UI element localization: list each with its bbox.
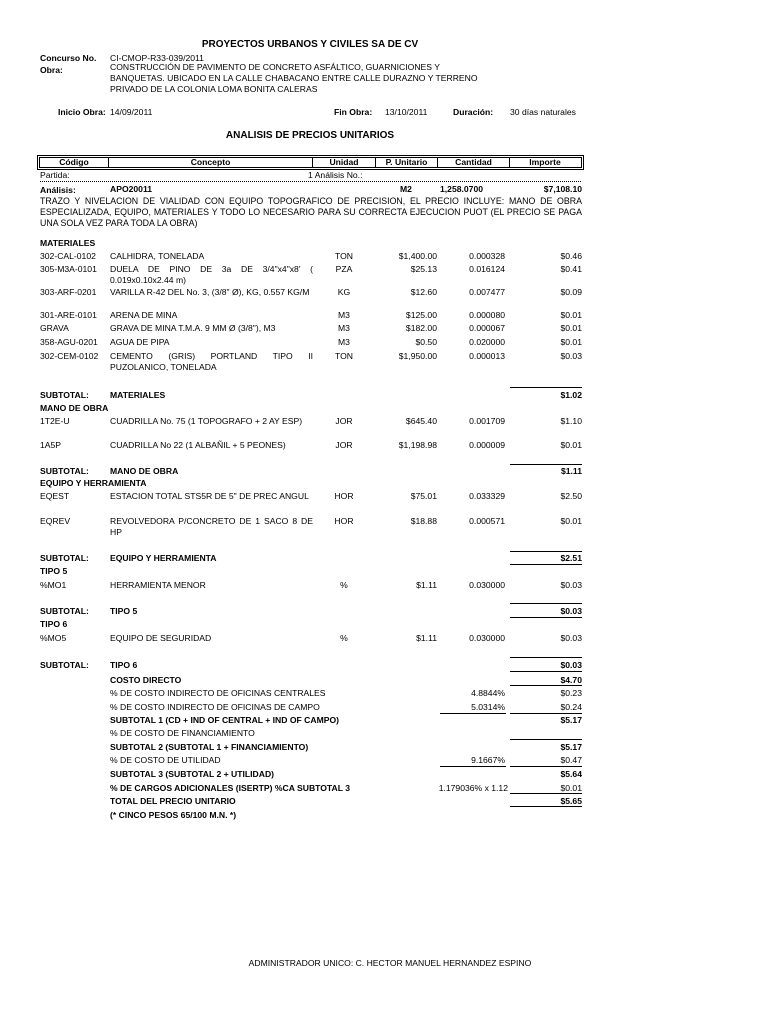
subtotal-name: TIPO 6 bbox=[110, 660, 138, 670]
subtotal-tipo5: $0.03 bbox=[560, 606, 582, 616]
document-title: ANALISIS DE PRECIOS UNITARIOS bbox=[225, 130, 395, 141]
start-label: Inicio Obra: bbox=[58, 107, 106, 117]
subtotal-equipo: $2.51 bbox=[560, 553, 582, 563]
subtotal-materiales: $1.02 bbox=[560, 390, 582, 400]
start-value: 14/09/2011 bbox=[110, 107, 153, 117]
col-header-concept: Concepto bbox=[190, 157, 231, 167]
contest-label: Concurso No. bbox=[40, 53, 97, 63]
subtotal-name: MANO DE OBRA bbox=[110, 466, 179, 476]
section-materiales: MATERIALES bbox=[40, 238, 96, 248]
total-amount: $5.65 bbox=[560, 796, 582, 806]
footer-signature: ADMINISTRADOR UNICO: C. HECTOR MANUEL HERNANDEZ ESPINO bbox=[248, 958, 532, 968]
section-tipo6: TIPO 6 bbox=[40, 619, 68, 629]
section-mano-obra: MANO DE OBRA bbox=[40, 403, 109, 413]
end-label: Fin Obra: bbox=[334, 107, 373, 117]
company-name: PROYECTOS URBANOS Y CIVILES SA DE CV bbox=[201, 39, 419, 50]
analysis-code: APO20011 bbox=[110, 184, 153, 194]
work-value: CONSTRUCCIÓN DE PAVIMENTO DE CONCRETO ASFÁLTICO, GUARNICIONES Y BANQUETAS. UBICADO EN LA CALLE CHABACANO ENTRE CALLE DURAZNO Y TERRENO PRIVADO DE LA COLONIA LOMA BONITA CALERAS bbox=[110, 62, 478, 94]
subtotal-label: SUBTOTAL: bbox=[40, 466, 89, 476]
col-header-price: P. Unitario bbox=[385, 157, 428, 167]
subtotal-name: TIPO 5 bbox=[110, 606, 138, 616]
analysis-label: Análisis: bbox=[40, 185, 76, 195]
subtotal-mano-obra: $1.11 bbox=[560, 466, 582, 476]
section-equipo: EQUIPO Y HERRAMIENTA bbox=[40, 478, 147, 488]
duration-label: Duración: bbox=[453, 107, 494, 117]
subtotal-label: SUBTOTAL: bbox=[40, 606, 89, 616]
analysis-unit: M2 bbox=[400, 184, 412, 194]
section-tipo5: TIPO 5 bbox=[40, 566, 68, 576]
subtotal-name: EQUIPO Y HERRAMIENTA bbox=[110, 553, 217, 563]
total-in-words: (* CINCO PESOS 65/100 M.N. *) bbox=[110, 810, 237, 820]
col-header-qty: Cantidad bbox=[455, 157, 492, 167]
analisis-no: 1 Análisis No.: bbox=[308, 170, 363, 180]
subtotal-name: MATERIALES bbox=[110, 390, 166, 400]
col-header-amount: Importe bbox=[529, 157, 561, 167]
subtotal-label: SUBTOTAL: bbox=[40, 390, 89, 400]
subtotal-tipo6: $0.03 bbox=[560, 660, 582, 670]
total-label: TOTAL DEL PRECIO UNITARIO bbox=[110, 796, 236, 806]
subtotal-label: SUBTOTAL: bbox=[40, 553, 89, 563]
work-label: Obra: bbox=[40, 65, 63, 75]
analysis-amount: $7,108.10 bbox=[543, 184, 582, 194]
partida-label: Partida: bbox=[40, 170, 70, 180]
duration-value: 30 días naturales bbox=[510, 107, 576, 117]
col-header-code: Código bbox=[59, 157, 89, 167]
contest-value: CI-CMOP-R33-039/2011 bbox=[110, 53, 204, 63]
end-value: 13/10/2011 bbox=[385, 107, 428, 117]
col-header-unit: Unidad bbox=[329, 157, 359, 167]
analysis-description: TRAZO Y NIVELACION DE VIALIDAD CON EQUIPO TOPOGRAFICO DE PRECISION, EL PRECIO INCLUYE: MANO DE OBRA ESPECIALIZADA, EQUIPO, MATERIALES Y TODO LO NECESARIO PARA SU CORRECTA EJECUCION PUOT (EL PRECIO SE PAGA UNA SOLA VEZ PARA TODA LA OBRA) bbox=[40, 196, 582, 228]
analysis-quantity: 1,258.0700 bbox=[440, 184, 484, 194]
subtotal-label: SUBTOTAL: bbox=[40, 660, 89, 670]
